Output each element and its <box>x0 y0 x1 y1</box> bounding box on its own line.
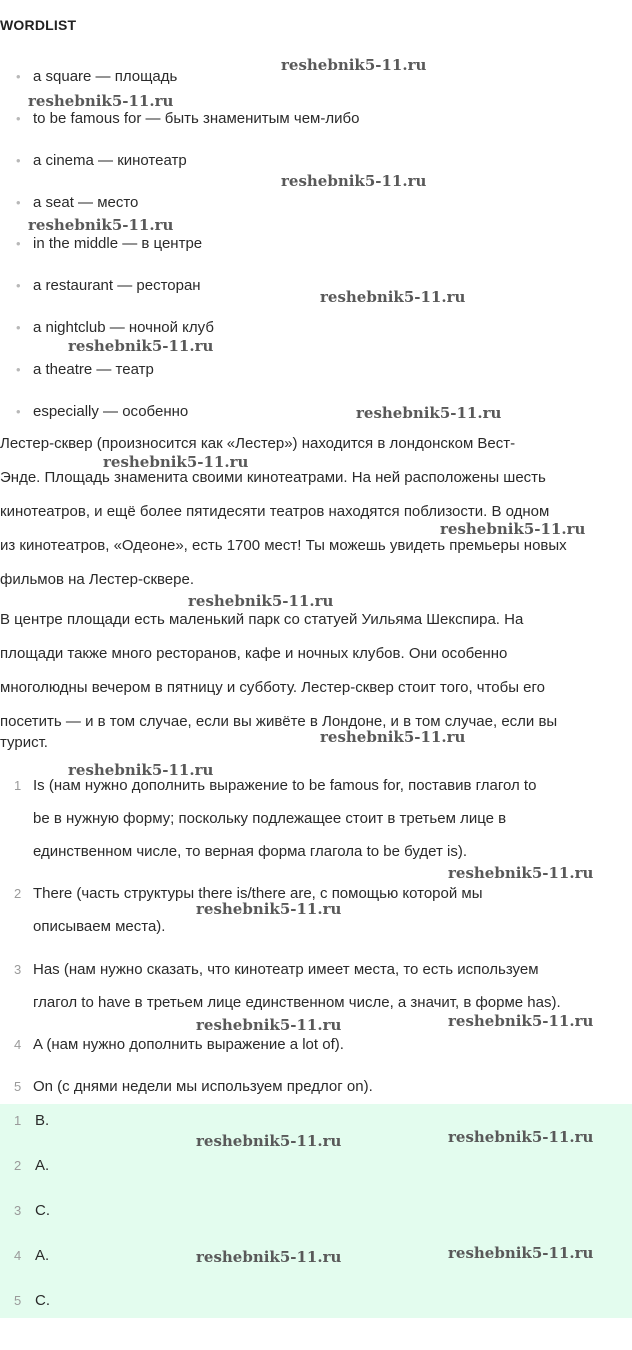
answer-line: There (часть структуры there is/there are, с помощью которой мы <box>33 885 483 902</box>
watermark: reshebnik5-11.ru <box>28 216 174 234</box>
paragraph-line: Лестер-сквер (произносится как «Лестер») находится в лондонском Вест- <box>0 435 516 452</box>
paragraph-line: В центре площади есть маленький парк со статуей Уильяма Шекспира. На <box>0 611 524 628</box>
watermark: reshebnik5-11.ru <box>196 900 342 918</box>
choice-number: 2 <box>14 1158 22 1173</box>
choice-text: A. <box>35 1247 50 1264</box>
word-text: a restaurant — ресторан <box>33 277 201 294</box>
answer-line: единственном числе, то верная форма глагола to be будет is). <box>33 843 467 860</box>
answer-line: глагол to have в третьем лице единственном числе, а значит, в форме has). <box>33 994 561 1011</box>
watermark: reshebnik5-11.ru <box>320 288 466 306</box>
choice-number: 1 <box>14 1113 22 1128</box>
paragraph-line: посетить — и в том случае, если вы живёте в Лондоне, и в том случае, если вы <box>0 713 558 730</box>
choice-text: C. <box>35 1292 50 1309</box>
watermark: reshebnik5-11.ru <box>188 592 334 610</box>
watermark: reshebnik5-11.ru <box>103 453 249 471</box>
watermark: reshebnik5-11.ru <box>448 1244 594 1262</box>
watermark: reshebnik5-11.ru <box>320 728 466 746</box>
answer-number: 4 <box>14 1037 22 1052</box>
watermark: reshebnik5-11.ru <box>28 92 174 110</box>
bullet-icon: • <box>16 153 21 168</box>
watermark: reshebnik5-11.ru <box>448 1128 594 1146</box>
watermark: reshebnik5-11.ru <box>281 172 427 190</box>
word-text: a seat — место <box>33 194 139 211</box>
choice-item <box>0 1156 632 1176</box>
watermark: reshebnik5-11.ru <box>356 404 502 422</box>
word-text: a square — площадь <box>33 68 178 85</box>
word-text: a cinema — кинотеатр <box>33 152 187 169</box>
watermark: reshebnik5-11.ru <box>196 1016 342 1034</box>
paragraph-line: турист. <box>0 734 48 751</box>
bullet-icon: • <box>16 236 21 251</box>
bullet-icon: • <box>16 111 21 126</box>
answer-number: 3 <box>14 962 22 977</box>
watermark: reshebnik5-11.ru <box>281 56 427 74</box>
watermark: reshebnik5-11.ru <box>448 1012 594 1030</box>
paragraph-line: Энде. Площадь знаменита своими кинотеатрами. На ней расположены шесть <box>0 469 546 486</box>
paragraph-line: кинотеатров, и ещё более пятидесяти театров находятся поблизости. В одном <box>0 503 550 520</box>
watermark: reshebnik5-11.ru <box>68 337 214 355</box>
watermark: reshebnik5-11.ru <box>196 1132 342 1150</box>
choice-item <box>0 1291 632 1311</box>
text-paragraph <box>0 603 632 753</box>
choice-number: 4 <box>14 1248 22 1263</box>
answer-text <box>33 1035 344 1055</box>
watermark: reshebnik5-11.ru <box>440 520 586 538</box>
paragraph-line: из кинотеатров, «Одеоне», есть 1700 мест! Ты можешь увидеть премьеры новых <box>0 537 567 554</box>
wordlist-heading: WORDLIST <box>0 17 77 33</box>
bullet-icon: • <box>16 362 21 377</box>
answer-text <box>33 1077 373 1097</box>
word-text: a theatre — театр <box>33 361 154 378</box>
word-text: in the middle — в центре <box>33 235 203 252</box>
bullet-icon: • <box>16 69 21 84</box>
watermark: reshebnik5-11.ru <box>448 864 594 882</box>
bullet-icon: • <box>16 278 21 293</box>
choice-text: B. <box>35 1112 50 1129</box>
watermark: reshebnik5-11.ru <box>196 1248 342 1266</box>
choice-item <box>0 1201 632 1221</box>
word-text: especially — особенно <box>33 403 189 420</box>
choice-text: A. <box>35 1157 50 1174</box>
choice-number: 3 <box>14 1203 22 1218</box>
answer-line: be в нужную форму; поскольку подлежащее стоит в третьем лице в <box>33 810 507 827</box>
choice-text: C. <box>35 1202 50 1219</box>
answer-line: Has (нам нужно сказать, что кинотеатр имеет места, то есть используем <box>33 961 539 978</box>
answer-number: 5 <box>14 1079 22 1094</box>
answer-line: Is (нам нужно дополнить выражение to be famous for, поставив глагол to <box>33 777 537 794</box>
answer-line: On (с днями недели мы используем предлог on). <box>33 1078 373 1095</box>
answer-line: описываем места). <box>33 918 166 935</box>
paragraph-line: площади также много ресторанов, кафе и ночных клубов. Они особенно <box>0 645 508 662</box>
watermark: reshebnik5-11.ru <box>68 761 214 779</box>
answer-line: A (нам нужно дополнить выражение a lot of). <box>33 1036 344 1053</box>
answer-text <box>33 953 561 1019</box>
bullet-icon: • <box>16 320 21 335</box>
answer-text <box>33 769 536 868</box>
answer-number: 2 <box>14 886 22 901</box>
word-text: to be famous for — быть знаменитым чем-либо <box>33 110 360 127</box>
choice-number: 5 <box>14 1293 22 1308</box>
bullet-icon: • <box>16 404 21 419</box>
word-text: a nightclub — ночной клуб <box>33 319 214 336</box>
paragraph-line: фильмов на Лестер-сквере. <box>0 571 194 588</box>
text-paragraph <box>0 427 632 597</box>
paragraph-line: многолюдны вечером в пятницу и субботу. Лестер-сквер стоит того, чтобы его <box>0 679 546 696</box>
answer-number: 1 <box>14 778 22 793</box>
bullet-icon: • <box>16 195 21 210</box>
